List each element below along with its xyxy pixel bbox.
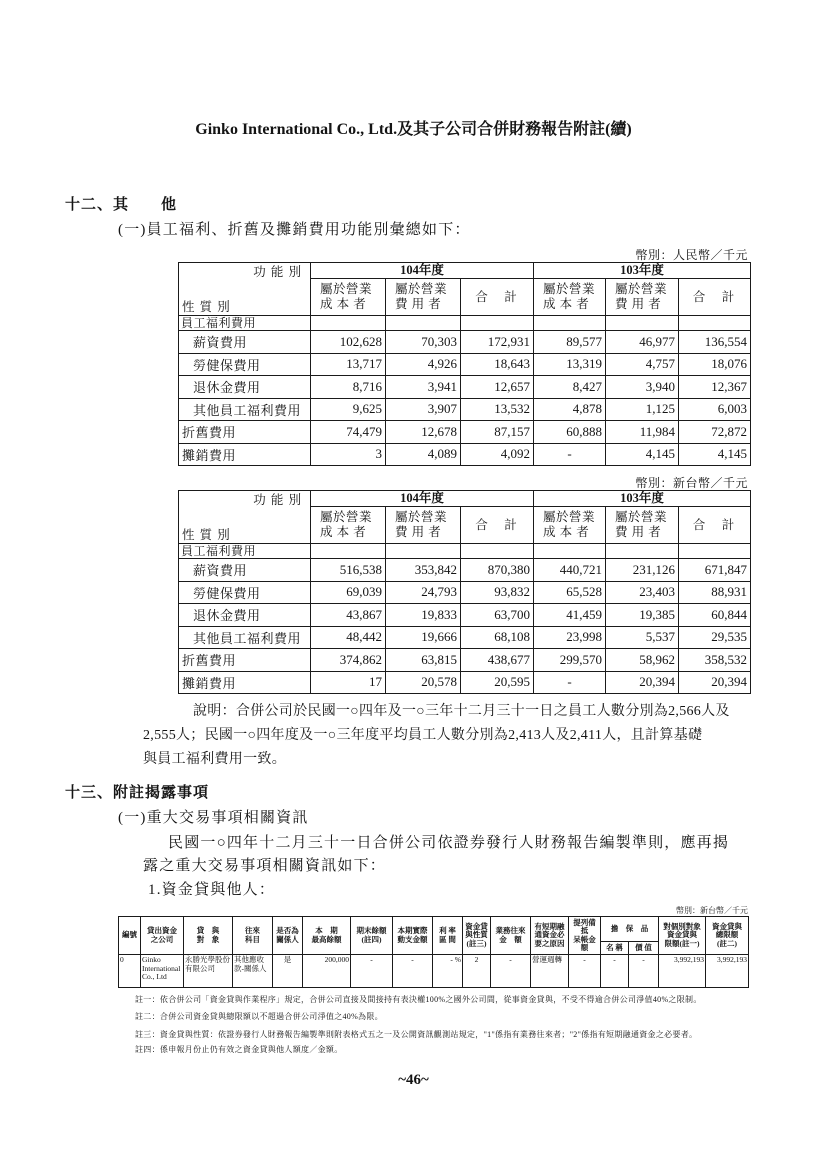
col-collateral-name: 名 稱 bbox=[601, 942, 629, 955]
value-cell: 20,394 bbox=[606, 671, 679, 694]
value-cell: 93,832 bbox=[461, 581, 534, 604]
empty-cell bbox=[679, 316, 751, 331]
currency-label-rmb: 幣別：人民幣／千元 bbox=[635, 248, 748, 262]
empty-cell bbox=[679, 544, 751, 559]
loan-related-party: 是 bbox=[273, 955, 303, 988]
col-borrower: 貸 與 對 象 bbox=[184, 917, 233, 955]
col-label-line2: 成 本 者 bbox=[320, 297, 367, 311]
value-cell: 8,716 bbox=[311, 376, 386, 399]
category-label: 員工福利費用 bbox=[179, 544, 311, 559]
value-cell: 20,394 bbox=[679, 671, 751, 694]
col-operating-cost-104 bbox=[311, 279, 386, 316]
value-cell: 87,157 bbox=[461, 421, 534, 444]
category-row bbox=[179, 316, 751, 331]
loan-short-term-reason: 營運週轉 bbox=[531, 955, 569, 988]
year-104-header: 104年度 bbox=[311, 263, 534, 279]
table-row bbox=[179, 421, 751, 444]
category-row bbox=[179, 544, 751, 559]
loan-interest-rate: - % bbox=[433, 955, 463, 988]
page-title: Ginko International Co., Ltd.及其子公司合併財務報告附註(續) bbox=[195, 121, 632, 138]
header-corner bbox=[179, 263, 311, 316]
loan-to-others-table bbox=[118, 916, 749, 988]
col-operating-expense-104 bbox=[386, 279, 461, 316]
loan-max-balance: 200,000 bbox=[303, 955, 351, 988]
row-label: 攤銷費用 bbox=[179, 671, 311, 694]
col-operating-expense-103 bbox=[606, 507, 679, 544]
loan-header-row bbox=[119, 917, 749, 942]
value-cell: 72,872 bbox=[679, 421, 751, 444]
page-number: ~46~ bbox=[398, 1072, 429, 1088]
table-body bbox=[179, 544, 751, 694]
value-cell: 231,126 bbox=[606, 559, 679, 582]
row-label: 薪資費用 bbox=[179, 559, 311, 582]
value-cell: 9,625 bbox=[311, 398, 386, 421]
loan-business-amount: - bbox=[491, 955, 531, 988]
nature-label: 性 質 別 bbox=[182, 300, 231, 314]
row-label: 勞健保費用 bbox=[179, 353, 311, 376]
value-cell: 4,089 bbox=[386, 443, 461, 466]
col-label-line2: 費 用 者 bbox=[615, 525, 662, 539]
function-label: 功 能 別 bbox=[253, 493, 302, 507]
col-short-term-reason: 有短期融 通資金必 要之原因 bbox=[531, 917, 569, 955]
value-cell: 353,842 bbox=[386, 559, 461, 582]
table-body bbox=[179, 316, 751, 466]
col-actual-drawdown: 本期實際 動支金額 bbox=[393, 917, 433, 955]
value-cell: 8,427 bbox=[534, 376, 606, 399]
col-operating-expense-104 bbox=[386, 507, 461, 544]
col-allowance: 提列備抵 呆帳金額 bbox=[569, 917, 601, 955]
value-cell: 24,793 bbox=[386, 581, 461, 604]
value-cell: 58,962 bbox=[606, 649, 679, 672]
category-label: 員工福利費用 bbox=[179, 316, 311, 331]
value-cell: 12,367 bbox=[679, 376, 751, 399]
col-collateral-value: 價 值 bbox=[629, 942, 659, 955]
col-label-line1: 屬於營業 bbox=[395, 282, 448, 296]
table-row bbox=[179, 443, 751, 466]
value-cell: 70,303 bbox=[386, 331, 461, 354]
table-row bbox=[179, 671, 751, 694]
value-cell: 63,700 bbox=[461, 604, 534, 627]
col-interest-rate: 利 率 區 間 bbox=[433, 917, 463, 955]
loan-collateral-name: - bbox=[601, 955, 629, 988]
value-cell: 63,815 bbox=[386, 649, 461, 672]
loan-account: 其他應收款-關係人 bbox=[233, 955, 273, 988]
col-total-103: 合 計 bbox=[679, 507, 751, 544]
table-row bbox=[179, 376, 751, 399]
value-cell: 6,003 bbox=[679, 398, 751, 421]
value-cell: 60,888 bbox=[534, 421, 606, 444]
value-cell: 4,878 bbox=[534, 398, 606, 421]
loan-limit-total: 3,992,193 bbox=[706, 955, 749, 988]
col-business-amount: 業務往來 金 額 bbox=[491, 917, 531, 955]
value-cell: 102,628 bbox=[311, 331, 386, 354]
value-cell: 65,528 bbox=[534, 581, 606, 604]
col-label-line2: 成 本 者 bbox=[543, 525, 590, 539]
empty-cell bbox=[534, 316, 606, 331]
value-cell: 18,643 bbox=[461, 353, 534, 376]
loan-allowance: - bbox=[569, 955, 601, 988]
value-cell: 23,998 bbox=[534, 626, 606, 649]
table-row bbox=[179, 604, 751, 627]
col-label-line2: 成 本 者 bbox=[320, 525, 367, 539]
value-cell: 46,977 bbox=[606, 331, 679, 354]
value-cell: 5,537 bbox=[606, 626, 679, 649]
section-12-subheading: (一)員工福利、折舊及攤銷費用功能別彙總如下： bbox=[118, 222, 471, 238]
col-operating-cost-104 bbox=[311, 507, 386, 544]
value-cell: 1,125 bbox=[606, 398, 679, 421]
value-cell: 299,570 bbox=[534, 649, 606, 672]
value-cell: 41,459 bbox=[534, 604, 606, 627]
explanation-line-1: 說明：合併公司於民國一○四年及一○三年十二月三十一日之員工人數分別為2,566人及 bbox=[193, 704, 730, 719]
row-label: 折舊費用 bbox=[179, 421, 311, 444]
col-max-balance: 本 期 最高餘額 bbox=[303, 917, 351, 955]
row-label: 折舊費用 bbox=[179, 649, 311, 672]
loan-lender: Ginko International Co., Ltd bbox=[141, 955, 184, 988]
value-cell: 4,757 bbox=[606, 353, 679, 376]
value-cell: 4,145 bbox=[606, 443, 679, 466]
col-label-line2: 費 用 者 bbox=[395, 525, 442, 539]
row-label: 其他員工福利費用 bbox=[179, 626, 311, 649]
empty-cell bbox=[386, 544, 461, 559]
value-cell: 19,833 bbox=[386, 604, 461, 627]
section-13-paragraph-line-2: 露之重大交易事項相關資訊如下： bbox=[143, 858, 387, 874]
value-cell: 48,442 bbox=[311, 626, 386, 649]
row-label: 退休金費用 bbox=[179, 604, 311, 627]
empty-cell bbox=[606, 316, 679, 331]
row-label: 勞健保費用 bbox=[179, 581, 311, 604]
value-cell: 516,538 bbox=[311, 559, 386, 582]
value-cell: 20,595 bbox=[461, 671, 534, 694]
value-cell: 17 bbox=[311, 671, 386, 694]
value-cell: 3,941 bbox=[386, 376, 461, 399]
loan-nature: 2 bbox=[463, 955, 491, 988]
value-cell: 12,678 bbox=[386, 421, 461, 444]
loan-section-title: 1.資金貸與他人： bbox=[148, 882, 276, 898]
value-cell: 13,532 bbox=[461, 398, 534, 421]
row-label: 其他員工福利費用 bbox=[179, 398, 311, 421]
value-cell: 13,717 bbox=[311, 353, 386, 376]
value-cell: 29,535 bbox=[679, 626, 751, 649]
table-row bbox=[179, 353, 751, 376]
value-cell: - bbox=[534, 671, 606, 694]
footnote-3: 註三：資金貸與性質：依證券發行人財務報告編製準則附表格式五之一及公開資訊觀測站規定，"1"係指有業務往來者；"2"係指有短期融通資金之必要者。 bbox=[135, 1030, 698, 1039]
header-row-years bbox=[179, 491, 751, 507]
col-related-party: 是否為 關係人 bbox=[273, 917, 303, 955]
col-total-104: 合 計 bbox=[461, 507, 534, 544]
col-limit-total: 資金貸與 總限額 (註二) bbox=[706, 917, 749, 955]
col-label-line1: 屬於營業 bbox=[615, 282, 668, 296]
empty-cell bbox=[534, 544, 606, 559]
col-account: 往來 科目 bbox=[233, 917, 273, 955]
loan-number: 0 bbox=[119, 955, 141, 988]
section-12-heading: 十二、其 他 bbox=[65, 197, 178, 213]
footnote-2: 註二：合併公司資金貸與總限額以不超過合併公司淨值之40%為限。 bbox=[135, 1012, 383, 1021]
row-label: 薪資費用 bbox=[179, 331, 311, 354]
value-cell: 4,926 bbox=[386, 353, 461, 376]
loan-borrower: 永勝光學股份有限公司 bbox=[184, 955, 233, 988]
col-label-line1: 屬於營業 bbox=[543, 510, 596, 524]
value-cell: 19,666 bbox=[386, 626, 461, 649]
value-cell: 19,385 bbox=[606, 604, 679, 627]
empty-cell bbox=[311, 544, 386, 559]
loan-collateral-value: - bbox=[629, 955, 659, 988]
col-total-104: 合 計 bbox=[461, 279, 534, 316]
value-cell: 18,076 bbox=[679, 353, 751, 376]
value-cell: 358,532 bbox=[679, 649, 751, 672]
value-cell: 74,479 bbox=[311, 421, 386, 444]
header-row-years bbox=[179, 263, 751, 279]
value-cell: 3 bbox=[311, 443, 386, 466]
explanation-line-2: 2,555人；民國一○四年度及一○三年度平均員工人數分別為2,413人及2,411人，且計算基礎 bbox=[143, 728, 703, 743]
empty-cell bbox=[386, 316, 461, 331]
value-cell: 374,862 bbox=[311, 649, 386, 672]
value-cell: 23,403 bbox=[606, 581, 679, 604]
value-cell: 3,940 bbox=[606, 376, 679, 399]
table-row bbox=[179, 398, 751, 421]
employee-cost-table-rmb bbox=[178, 262, 751, 466]
col-nature: 資金貸 與性質 (註三) bbox=[463, 917, 491, 955]
empty-cell bbox=[606, 544, 679, 559]
value-cell: 671,847 bbox=[679, 559, 751, 582]
table-row bbox=[179, 626, 751, 649]
header-corner bbox=[179, 491, 311, 544]
year-104-header: 104年度 bbox=[311, 491, 534, 507]
employee-cost-table-ntd bbox=[178, 490, 751, 694]
value-cell: 136,554 bbox=[679, 331, 751, 354]
currency-label-loan: 幣別：新台幣／千元 bbox=[676, 906, 748, 915]
section-13-heading: 十三、附註揭露事項 bbox=[65, 785, 210, 801]
empty-cell bbox=[461, 544, 534, 559]
value-cell: 13,319 bbox=[534, 353, 606, 376]
value-cell: 88,931 bbox=[679, 581, 751, 604]
col-limit-individual: 對個別對象 資金貸與 限額(註一) bbox=[659, 917, 706, 955]
value-cell: 69,039 bbox=[311, 581, 386, 604]
function-label: 功 能 別 bbox=[253, 265, 302, 279]
col-label-line1: 屬於營業 bbox=[320, 510, 373, 524]
year-103-header: 103年度 bbox=[534, 491, 751, 507]
empty-cell bbox=[311, 316, 386, 331]
value-cell: 3,907 bbox=[386, 398, 461, 421]
table-row bbox=[179, 559, 751, 582]
value-cell: 172,931 bbox=[461, 331, 534, 354]
col-operating-cost-103 bbox=[534, 507, 606, 544]
col-label-line2: 費 用 者 bbox=[395, 297, 442, 311]
footnote-4: 註四：係申報月份止仍有效之資金貸與他人額度／金額。 bbox=[135, 1045, 343, 1054]
col-label-line1: 屬於營業 bbox=[320, 282, 373, 296]
col-label-line2: 成 本 者 bbox=[543, 297, 590, 311]
col-number: 編號 bbox=[119, 917, 141, 955]
currency-label-ntd: 幣別：新台幣／千元 bbox=[635, 476, 748, 490]
value-cell: 4,092 bbox=[461, 443, 534, 466]
nature-label: 性 質 別 bbox=[182, 528, 231, 542]
value-cell: 4,145 bbox=[679, 443, 751, 466]
row-label: 退休金費用 bbox=[179, 376, 311, 399]
loan-limit-individual: 3,992,193 bbox=[659, 955, 706, 988]
footnote-1: 註一：依合併公司「資金貸與作業程序」規定，合併公司直接及間接持有表決權100%之國外公司間，從事資金貸與，不受不得逾合併公司淨值40%之限制。 bbox=[135, 995, 702, 1004]
col-total-103: 合 計 bbox=[679, 279, 751, 316]
col-label-line1: 屬於營業 bbox=[543, 282, 596, 296]
value-cell: 11,984 bbox=[606, 421, 679, 444]
value-cell: 870,380 bbox=[461, 559, 534, 582]
col-lender: 貸出資金 之公司 bbox=[141, 917, 184, 955]
col-ending-balance: 期末餘額 (註四) bbox=[351, 917, 393, 955]
col-label-line2: 費 用 者 bbox=[615, 297, 662, 311]
table-row bbox=[119, 955, 749, 988]
value-cell: 43,867 bbox=[311, 604, 386, 627]
value-cell: 438,677 bbox=[461, 649, 534, 672]
col-operating-expense-103 bbox=[606, 279, 679, 316]
empty-cell bbox=[461, 316, 534, 331]
section-13-subheading: (一)重大交易事項相關資訊 bbox=[118, 810, 309, 826]
value-cell: - bbox=[534, 443, 606, 466]
year-103-header: 103年度 bbox=[534, 263, 751, 279]
row-label: 攤銷費用 bbox=[179, 443, 311, 466]
col-label-line1: 屬於營業 bbox=[395, 510, 448, 524]
table-row bbox=[179, 331, 751, 354]
value-cell: 60,844 bbox=[679, 604, 751, 627]
section-13-paragraph-line-1: 民國一○四年十二月三十一日合併公司依證券發行人財務報告編製準則，應再揭 bbox=[168, 835, 730, 851]
value-cell: 20,578 bbox=[386, 671, 461, 694]
col-operating-cost-103 bbox=[534, 279, 606, 316]
col-collateral: 擔 保 品 bbox=[601, 917, 659, 942]
value-cell: 440,721 bbox=[534, 559, 606, 582]
loan-actual-drawdown: - bbox=[393, 955, 433, 988]
loan-ending-balance: - bbox=[351, 955, 393, 988]
table-row bbox=[179, 649, 751, 672]
value-cell: 12,657 bbox=[461, 376, 534, 399]
value-cell: 68,108 bbox=[461, 626, 534, 649]
col-label-line1: 屬於營業 bbox=[615, 510, 668, 524]
table-row bbox=[179, 581, 751, 604]
value-cell: 89,577 bbox=[534, 331, 606, 354]
explanation-line-3: 與員工福利費用一致。 bbox=[143, 752, 286, 767]
